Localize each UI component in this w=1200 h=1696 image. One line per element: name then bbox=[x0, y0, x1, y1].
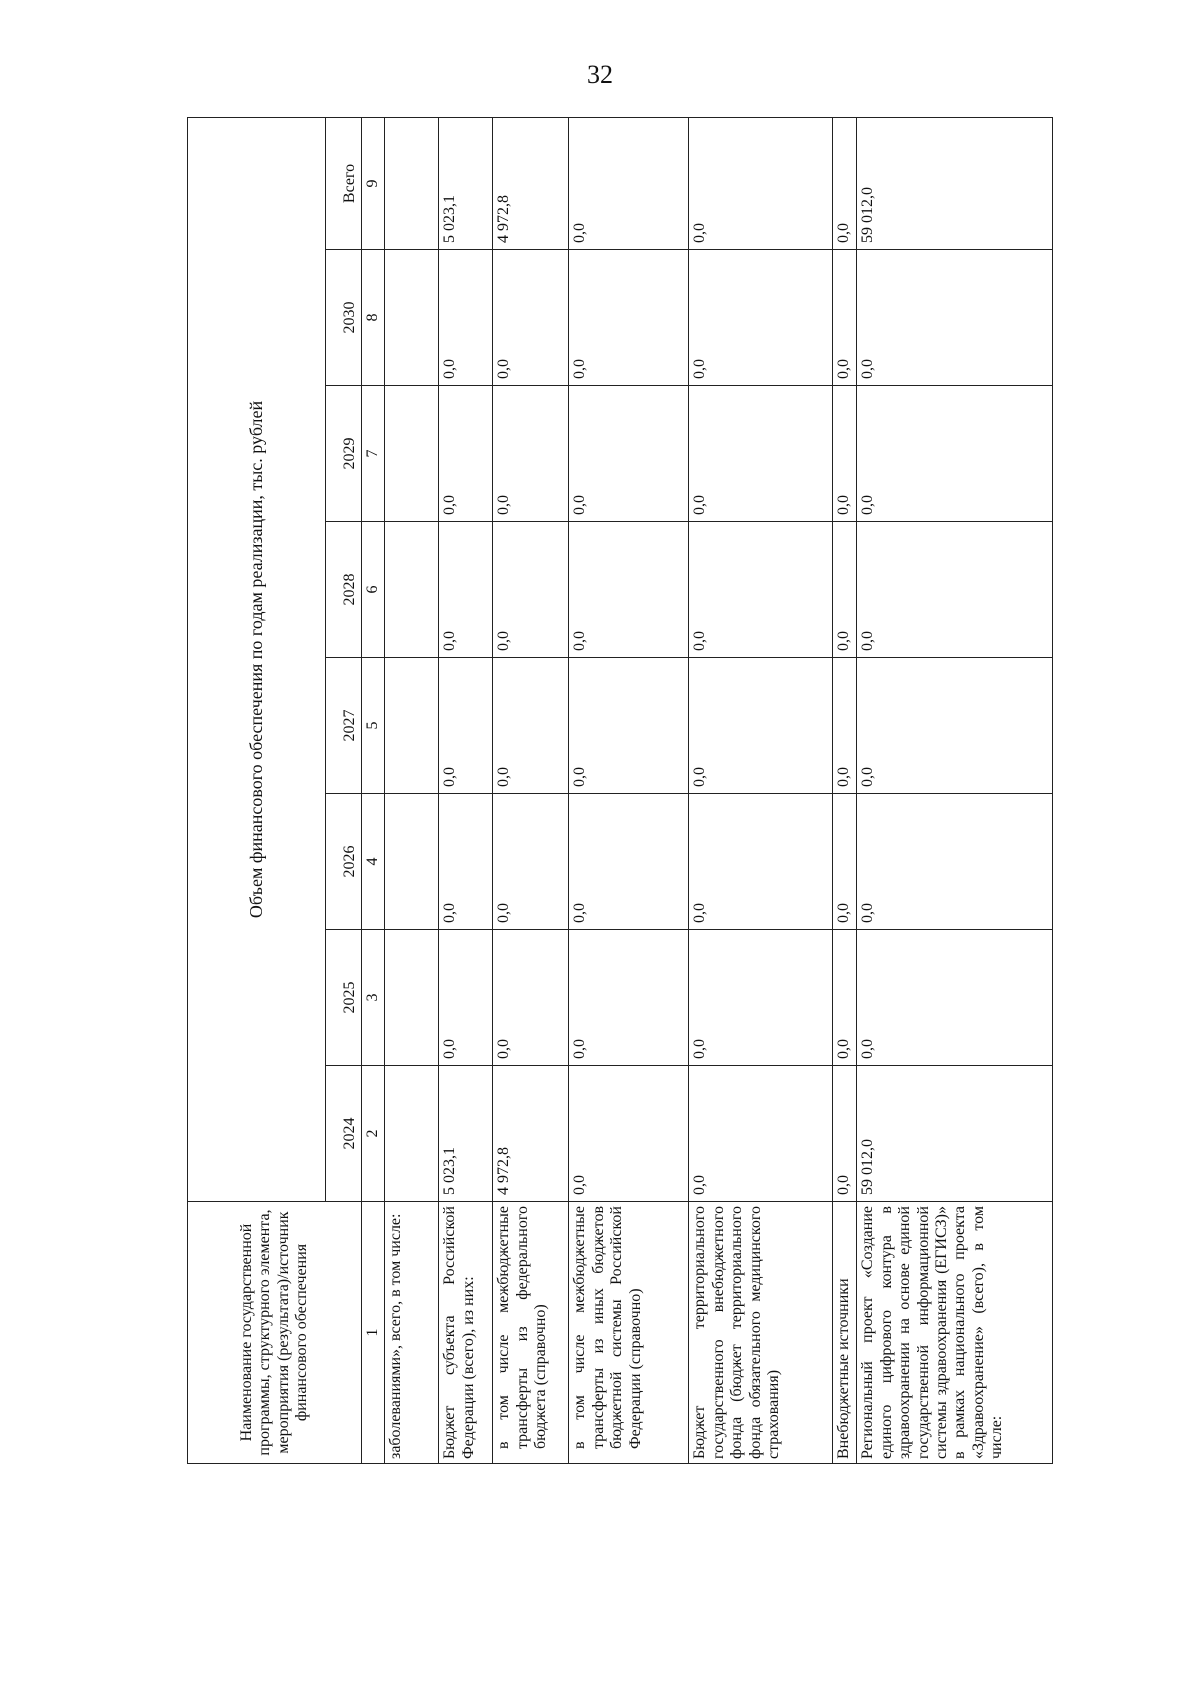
cell-value: 0,0 bbox=[857, 930, 1053, 1066]
cell-value: 0,0 bbox=[439, 250, 493, 386]
cell-value: 0,0 bbox=[689, 522, 833, 658]
cell-value: 0,0 bbox=[569, 522, 689, 658]
cell-value: 0,0 bbox=[833, 794, 857, 930]
cell-value: 0,0 bbox=[493, 250, 569, 386]
row-label: Бюджет территориального государственного внебюджетного фонда (бюджет территориального фонда обязательного медицинского страхования) bbox=[689, 1202, 833, 1464]
column-index: 7 bbox=[362, 386, 385, 522]
year-header: 2024 bbox=[326, 1066, 362, 1202]
year-header: 2030 bbox=[326, 250, 362, 386]
cell-value: 0,0 bbox=[493, 658, 569, 794]
cell-value: 4 972,8 bbox=[493, 117, 569, 249]
cell-value bbox=[385, 930, 439, 1066]
cell-value: 5 023,1 bbox=[439, 117, 493, 249]
cell-value: 0,0 bbox=[833, 658, 857, 794]
cell-value: 0,0 bbox=[689, 386, 833, 522]
cell-value: 0,0 bbox=[689, 794, 833, 930]
cell-value: 0,0 bbox=[689, 250, 833, 386]
cell-value: 0,0 bbox=[833, 117, 857, 249]
column-index: 8 bbox=[362, 250, 385, 386]
column-index: 6 bbox=[362, 522, 385, 658]
year-header: 2029 bbox=[326, 386, 362, 522]
row-label: Региональный проект «Создание единого цифрового контура в здравоохранении на основе единой государственной информационной системы здравоохранения (ЕГИСЗ)» в рамках национального проекта «Здравоохранение» (всего), в том числе: bbox=[857, 1202, 1053, 1464]
cell-value: 0,0 bbox=[439, 658, 493, 794]
row-label: Бюджет субъекта Российской Федерации (всего), из них: bbox=[439, 1202, 493, 1464]
row-label: Внебюджетные источники bbox=[833, 1202, 857, 1464]
table-row bbox=[857, 117, 1053, 1463]
cell-value: 0,0 bbox=[439, 794, 493, 930]
year-header: 2025 bbox=[326, 930, 362, 1066]
header-volume: Объем финансового обеспечения по годам реализации, тыс. рублей bbox=[188, 117, 326, 1201]
cell-value bbox=[385, 117, 439, 249]
cell-value: 59 012,0 bbox=[857, 117, 1053, 249]
column-index: 2 bbox=[362, 1066, 385, 1202]
cell-value: 0,0 bbox=[689, 930, 833, 1066]
table-row bbox=[439, 117, 493, 1463]
cell-value bbox=[385, 522, 439, 658]
financing-table bbox=[187, 117, 1053, 1464]
cell-value: 0,0 bbox=[833, 522, 857, 658]
cell-value: 0,0 bbox=[569, 930, 689, 1066]
cell-value: 0,0 bbox=[857, 250, 1053, 386]
column-index: 1 bbox=[362, 1202, 385, 1464]
cell-value: 0,0 bbox=[439, 522, 493, 658]
cell-value: 0,0 bbox=[857, 794, 1053, 930]
cell-value: 0,0 bbox=[569, 386, 689, 522]
cell-value bbox=[385, 1066, 439, 1202]
cell-value: 4 972,8 bbox=[493, 1066, 569, 1202]
cell-value: 0,0 bbox=[569, 658, 689, 794]
cell-value: 0,0 bbox=[569, 1066, 689, 1202]
rotated-table-container bbox=[187, 118, 1053, 1464]
cell-value: 0,0 bbox=[493, 386, 569, 522]
cell-value: 5 023,1 bbox=[439, 1066, 493, 1202]
cell-value: 0,0 bbox=[569, 117, 689, 249]
total-header: Всего bbox=[326, 117, 362, 249]
cell-value bbox=[385, 658, 439, 794]
header-name: Наименование государственной программы, структурного элемента, мероприятия (результата)/источник финансового обеспечения bbox=[188, 1202, 362, 1464]
cell-value: 0,0 bbox=[493, 930, 569, 1066]
column-index: 9 bbox=[362, 117, 385, 249]
column-index: 4 bbox=[362, 794, 385, 930]
cell-value: 0,0 bbox=[689, 117, 833, 249]
cell-value: 0,0 bbox=[689, 658, 833, 794]
cell-value: 0,0 bbox=[493, 522, 569, 658]
cell-value: 0,0 bbox=[439, 386, 493, 522]
table-row bbox=[569, 117, 689, 1463]
cell-value: 0,0 bbox=[833, 930, 857, 1066]
cell-value: 0,0 bbox=[833, 386, 857, 522]
cell-value: 0,0 bbox=[493, 794, 569, 930]
cell-value bbox=[385, 386, 439, 522]
cell-value: 0,0 bbox=[857, 386, 1053, 522]
cell-value: 0,0 bbox=[569, 794, 689, 930]
year-header: 2028 bbox=[326, 522, 362, 658]
column-index: 5 bbox=[362, 658, 385, 794]
row-label: в том числе межбюджетные трансферты из иных бюджетов бюджетной системы Российской Федерации (справочно) bbox=[569, 1202, 689, 1464]
table-row bbox=[493, 117, 569, 1463]
table-row bbox=[689, 117, 833, 1463]
cell-value bbox=[385, 794, 439, 930]
table-row bbox=[385, 117, 439, 1463]
year-header: 2026 bbox=[326, 794, 362, 930]
cell-value: 0,0 bbox=[833, 1066, 857, 1202]
cell-value: 0,0 bbox=[857, 522, 1053, 658]
cell-value: 0,0 bbox=[857, 658, 1053, 794]
year-header: 2027 bbox=[326, 658, 362, 794]
cell-value: 0,0 bbox=[439, 930, 493, 1066]
cell-value: 0,0 bbox=[689, 1066, 833, 1202]
cell-value bbox=[385, 250, 439, 386]
cell-value: 0,0 bbox=[833, 250, 857, 386]
column-index: 3 bbox=[362, 930, 385, 1066]
page-number: 32 bbox=[587, 60, 613, 89]
row-label: в том числе межбюджетные трансферты из федерального бюджета (справочно) bbox=[493, 1202, 569, 1464]
cell-value: 59 012,0 bbox=[857, 1066, 1053, 1202]
cell-value: 0,0 bbox=[569, 250, 689, 386]
table-row bbox=[833, 117, 857, 1463]
table-wrapper bbox=[187, 118, 1053, 1464]
row-label: заболеваниями», всего, в том числе: bbox=[385, 1202, 439, 1464]
